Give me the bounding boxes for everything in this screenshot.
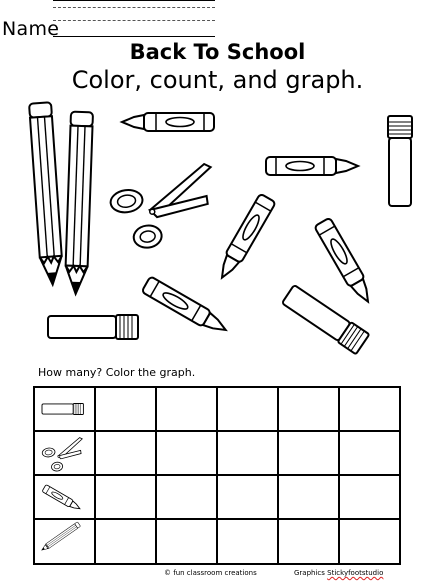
copyright-footer: © fun classroom creations — [164, 569, 257, 577]
name-label: Name — [2, 18, 60, 40]
crayon-drawing-5 — [142, 276, 231, 338]
glue-stick-drawing-3 — [281, 284, 369, 354]
pencil-icon — [40, 522, 80, 553]
crayon-icon — [42, 484, 82, 512]
graph-instruction: How many? Color the graph. — [38, 366, 196, 379]
graph-grid[interactable] — [34, 387, 400, 564]
crayon-drawing-2 — [266, 157, 358, 175]
graphics-credit-name: Stickyfootstudio — [327, 569, 384, 577]
pencil-drawing-2 — [65, 112, 93, 295]
graphics-credit — [294, 569, 383, 577]
scissors-drawing — [107, 163, 220, 252]
glue-stick-icon — [42, 403, 83, 414]
crayon-drawing-3 — [214, 194, 276, 283]
pencil-drawing-1 — [29, 102, 64, 285]
glue-stick-drawing-1 — [388, 116, 412, 206]
glue-stick-drawing-2 — [48, 315, 138, 339]
graphics-prefix: Graphics — [294, 569, 325, 577]
crayon-drawing-1 — [122, 113, 214, 131]
crayon-drawing-4 — [314, 218, 376, 307]
page-subtitle: Color, count, and graph. — [71, 66, 364, 94]
page-title: Back To School — [129, 40, 306, 64]
scissors-icon — [41, 437, 86, 472]
